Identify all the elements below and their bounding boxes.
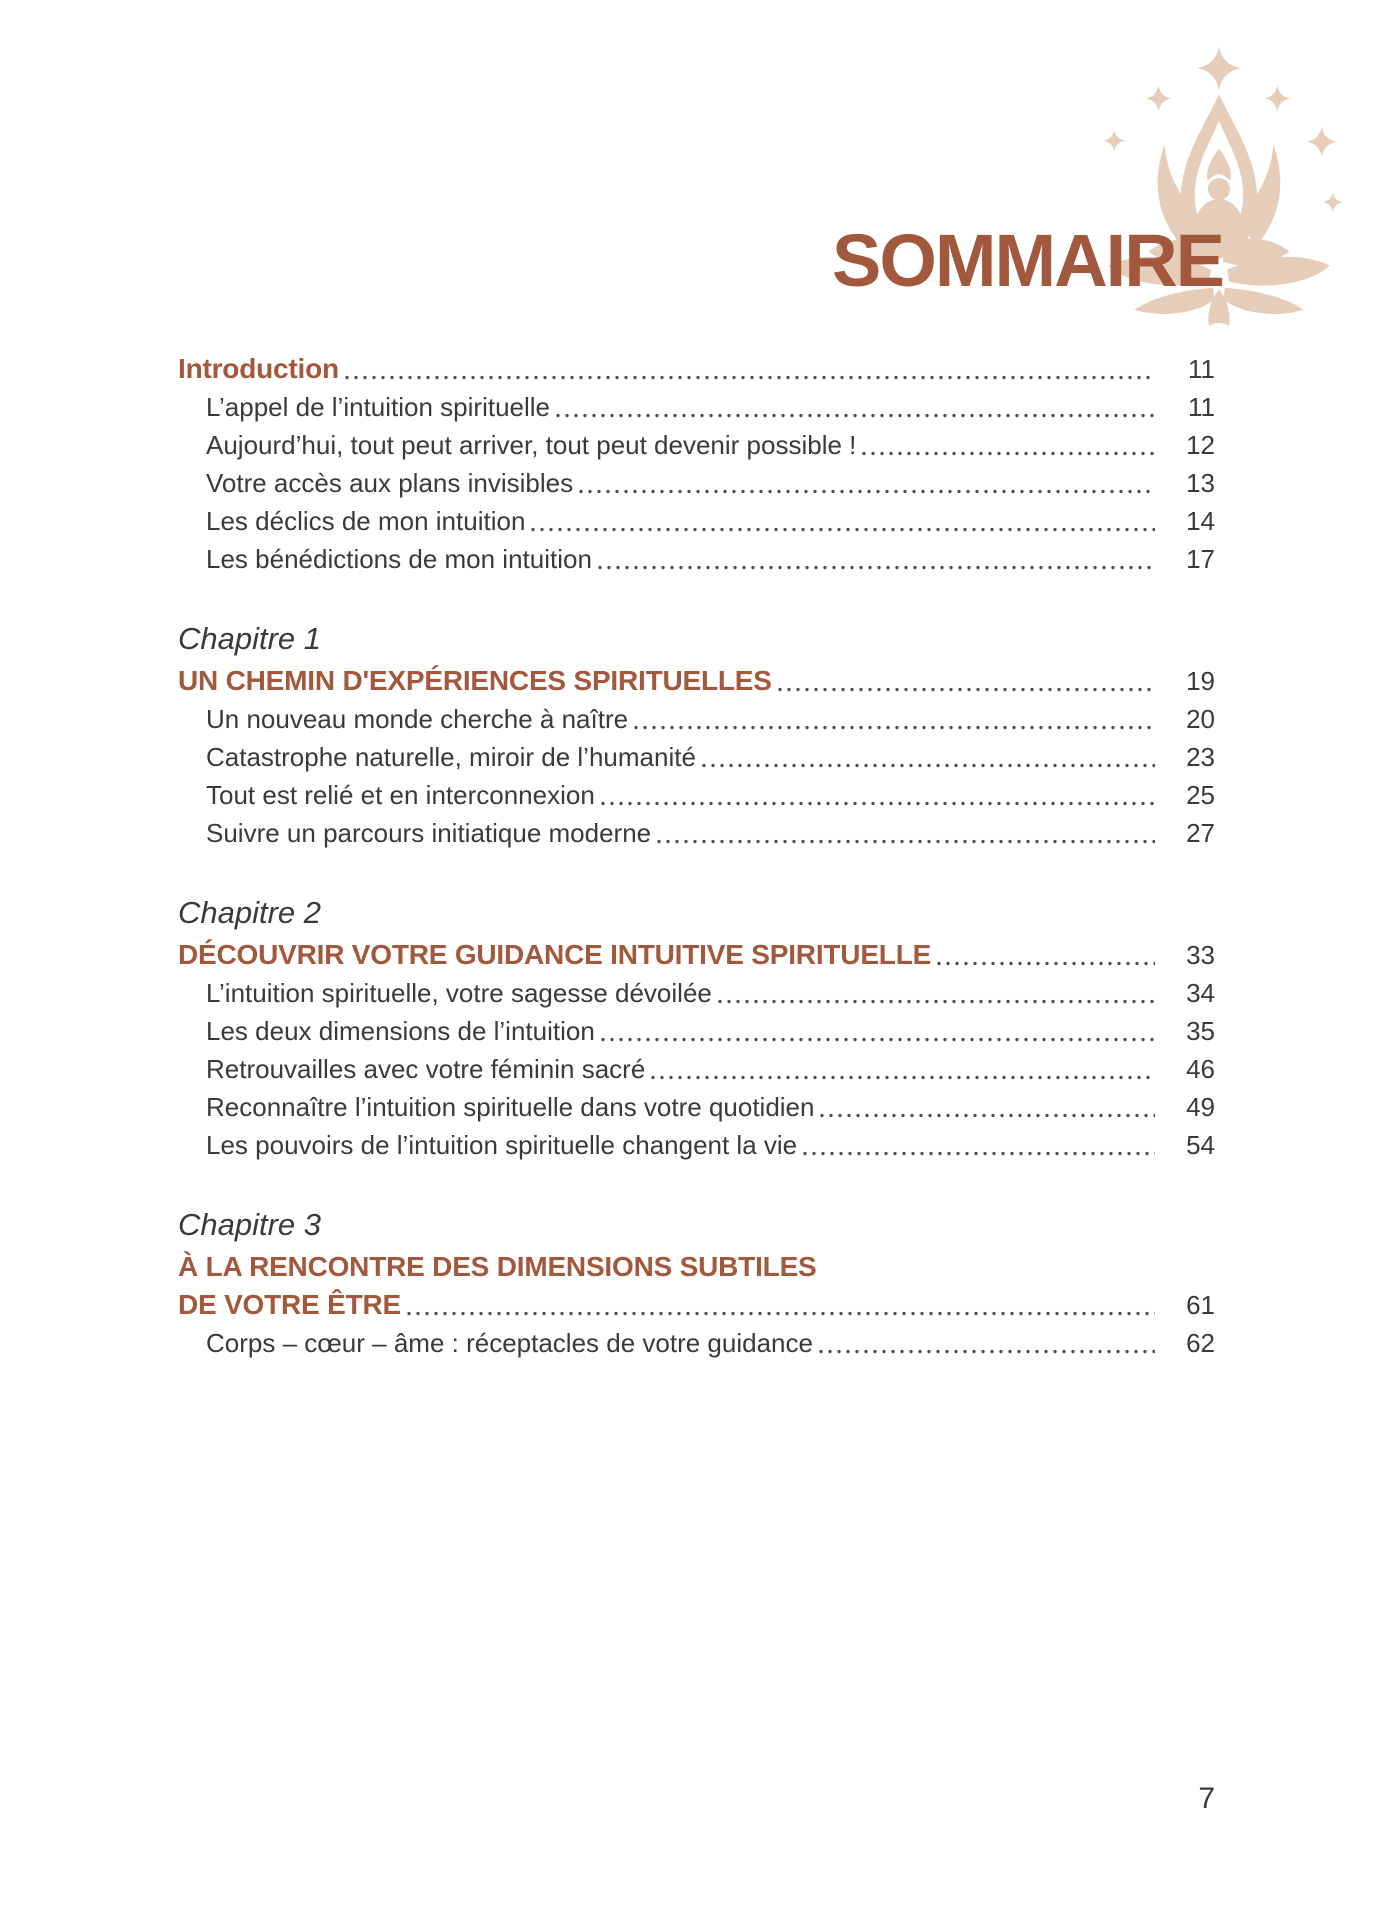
- toc-page-number: 33: [1186, 940, 1215, 970]
- toc-entry-label: Les déclics de mon intuition: [206, 506, 526, 536]
- toc-page-number: 54: [1186, 1130, 1215, 1160]
- toc-entry: [178, 388, 1215, 426]
- toc-heading-label: DE VOTRE ÊTRE: [178, 1289, 401, 1320]
- toc-entry: [178, 464, 1215, 502]
- dotted-leader: [820, 1113, 1155, 1118]
- toc-entry-label: Les bénédictions de mon intuition: [206, 544, 592, 574]
- toc-heading-label: À LA RENCONTRE DES DIMENSIONS SUBTILES: [178, 1251, 817, 1282]
- toc-entry: [178, 1050, 1215, 1088]
- toc-page-number: 20: [1186, 704, 1215, 734]
- dotted-leader: [407, 1311, 1155, 1316]
- toc-page-number: 12: [1186, 430, 1215, 460]
- toc-entry: [178, 1126, 1215, 1164]
- dotted-leader: [531, 527, 1155, 532]
- toc-entry-label: L’appel de l’intuition spirituelle: [206, 392, 551, 422]
- toc-entry-label: Les pouvoirs de l’intuition spirituelle changent la vie: [206, 1130, 798, 1160]
- toc-page-number: 46: [1186, 1054, 1215, 1084]
- toc-entry: [178, 502, 1215, 540]
- chapter-label: Chapitre 3: [178, 1207, 322, 1242]
- toc-section: [178, 350, 1215, 578]
- sparkle-icon: [1103, 130, 1125, 152]
- toc-entry: [178, 540, 1215, 578]
- dotted-leader: [803, 1151, 1155, 1156]
- toc-page-number: 61: [1186, 1290, 1215, 1320]
- dotted-leader: [598, 565, 1155, 570]
- toc-section: [178, 890, 1215, 1164]
- toc-entry-label: Votre accès aux plans invisibles: [206, 468, 574, 498]
- toc-entry-label: Suivre un parcours initiatique moderne: [206, 818, 652, 848]
- dotted-leader: [937, 961, 1155, 966]
- toc-heading-label: UN CHEMIN D'EXPÉRIENCES SPIRITUELLES: [178, 665, 772, 696]
- toc: [178, 350, 1215, 1362]
- toc-page-number: 19: [1186, 666, 1215, 696]
- sparkle-icon: [1264, 85, 1290, 111]
- toc-entry-label: Reconnaître l’intuition spirituelle dans votre quotidien: [206, 1092, 815, 1122]
- toc-section: [178, 616, 1215, 852]
- dotted-leader: [651, 1075, 1155, 1080]
- toc-page-number: 11: [1188, 392, 1215, 422]
- dotted-leader: [862, 451, 1155, 456]
- dotted-leader: [634, 725, 1155, 730]
- toc-heading-label: Introduction: [178, 353, 339, 384]
- chapter-label: Chapitre 1: [178, 621, 322, 656]
- toc-page-number: 62: [1186, 1328, 1215, 1358]
- toc-page-number: 35: [1186, 1016, 1215, 1046]
- dotted-leader: [718, 999, 1155, 1004]
- dotted-leader: [657, 839, 1155, 844]
- toc-entry: [178, 1012, 1215, 1050]
- dotted-leader: [556, 413, 1155, 418]
- dotted-leader: [579, 489, 1155, 494]
- toc-page-number: 23: [1186, 742, 1215, 772]
- toc-entry: [178, 426, 1215, 464]
- toc-entry-label: L’intuition spirituelle, votre sagesse dévoilée: [206, 978, 712, 1008]
- dotted-leader: [819, 1349, 1155, 1354]
- toc-heading: [178, 1286, 1215, 1324]
- dotted-leader: [601, 801, 1155, 806]
- toc-entry-label: Aujourd’hui, tout peut arriver, tout peut devenir possible !: [206, 430, 857, 460]
- toc-entry-label: Tout est relié et en interconnexion: [206, 780, 595, 810]
- toc-entry: [178, 974, 1215, 1012]
- toc-page-number: 11: [1188, 354, 1215, 384]
- toc-heading: [178, 662, 1215, 700]
- toc-section: [178, 1202, 1215, 1362]
- toc-entry-label: Un nouveau monde cherche à naître: [206, 704, 629, 734]
- dotted-leader: [702, 763, 1155, 768]
- sparkle-icon: [1323, 192, 1343, 212]
- toc-entry: [178, 814, 1215, 852]
- toc-entry: [178, 700, 1215, 738]
- sparkle-icon: [1197, 46, 1241, 90]
- chapter-label: Chapitre 2: [178, 895, 322, 930]
- toc-page-number: 34: [1186, 978, 1215, 1008]
- page-number: 7: [1198, 1782, 1215, 1815]
- toc-page-number: 14: [1186, 506, 1215, 536]
- toc-page-number: 13: [1186, 468, 1215, 498]
- toc-entry-label: Corps – cœur – âme : réceptacles de votre guidance: [206, 1328, 813, 1358]
- toc-entry: [178, 1088, 1215, 1126]
- dotted-leader: [345, 375, 1155, 380]
- page-title: SOMMAIRE: [832, 218, 1223, 302]
- toc-entry-label: Catastrophe naturelle, miroir de l’humanité: [206, 742, 696, 772]
- sparkle-icon: [1145, 85, 1171, 111]
- toc-page-number: 17: [1186, 544, 1215, 574]
- toc-entry: [178, 738, 1215, 776]
- toc-entry-label: Retrouvailles avec votre féminin sacré: [206, 1054, 646, 1084]
- toc-entry: [178, 1324, 1215, 1362]
- sparkle-icon: [1307, 127, 1337, 157]
- dotted-leader: [778, 687, 1155, 692]
- toc-page-number: 27: [1186, 818, 1215, 848]
- toc-entry-label: Les deux dimensions de l’intuition: [206, 1016, 595, 1046]
- dotted-leader: [601, 1037, 1155, 1042]
- toc-heading: [178, 350, 1215, 388]
- toc-page-number: 49: [1186, 1092, 1215, 1122]
- toc-heading-label: DÉCOUVRIR VOTRE GUIDANCE INTUITIVE SPIRITUELLE: [178, 939, 932, 970]
- toc-heading: [178, 936, 1215, 974]
- toc-page-number: 25: [1186, 780, 1215, 810]
- toc-entry: [178, 776, 1215, 814]
- toc-heading: [178, 1248, 1215, 1286]
